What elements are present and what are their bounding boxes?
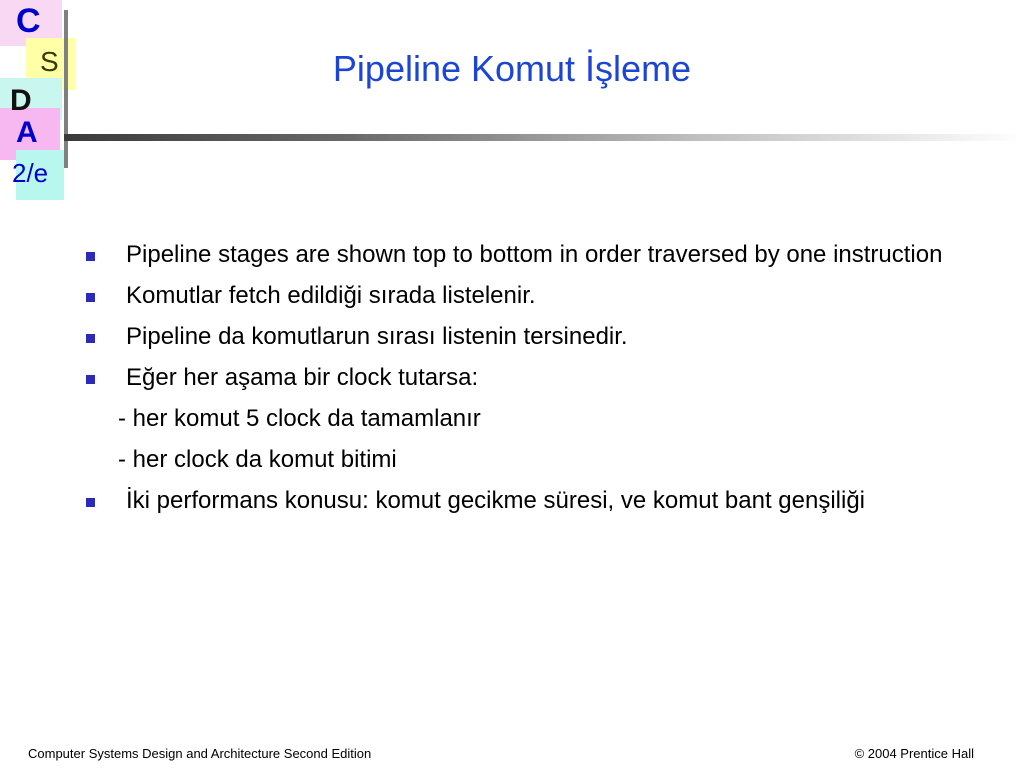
square-bullet-icon [86,375,95,384]
logo-letter-d: D [10,84,32,117]
bullet-item [86,238,946,272]
bullet-item [86,484,946,518]
bullet-text: Komutlar fetch edildiği sırada listelenir. [126,282,536,309]
bullet-text: Pipeline stages are shown top to bottom in order traversed by one instruction [126,241,943,268]
bullet-text: Eğer her aşama bir clock tutarsa: [126,364,479,391]
bullet-text: Pipeline da komutlarun sırası listenin tersinedir. [126,323,628,350]
bullet-item [86,320,946,354]
square-bullet-icon [86,334,95,343]
logo-edition: 2/e [12,158,49,188]
slide-body [86,238,946,525]
title-divider [64,134,1024,141]
slide-title: Pipeline Komut İşleme [332,48,692,89]
logo-letter-a: A [16,116,38,149]
logo-letter-c: C [16,2,41,40]
bullet-item [86,279,946,313]
bullet-item [86,361,946,395]
bullet-text: İki performans konusu: komut gecikme süresi, ve komut bant genşiliği [126,487,865,514]
logo-letter-s: S [40,46,59,77]
sub-item: - her komut 5 clock da tamamlanır [118,405,481,432]
footer-copyright: © 2004 Prentice Hall [854,746,974,761]
csda-logo [0,0,80,205]
sub-item: - her clock da komut bitimi [118,446,397,473]
square-bullet-icon [86,252,95,261]
footer-book-title: Computer Systems Design and Architecture Second Edition [28,746,372,761]
slide-title-container [0,48,1024,90]
square-bullet-icon [86,293,95,302]
square-bullet-icon [86,498,95,507]
